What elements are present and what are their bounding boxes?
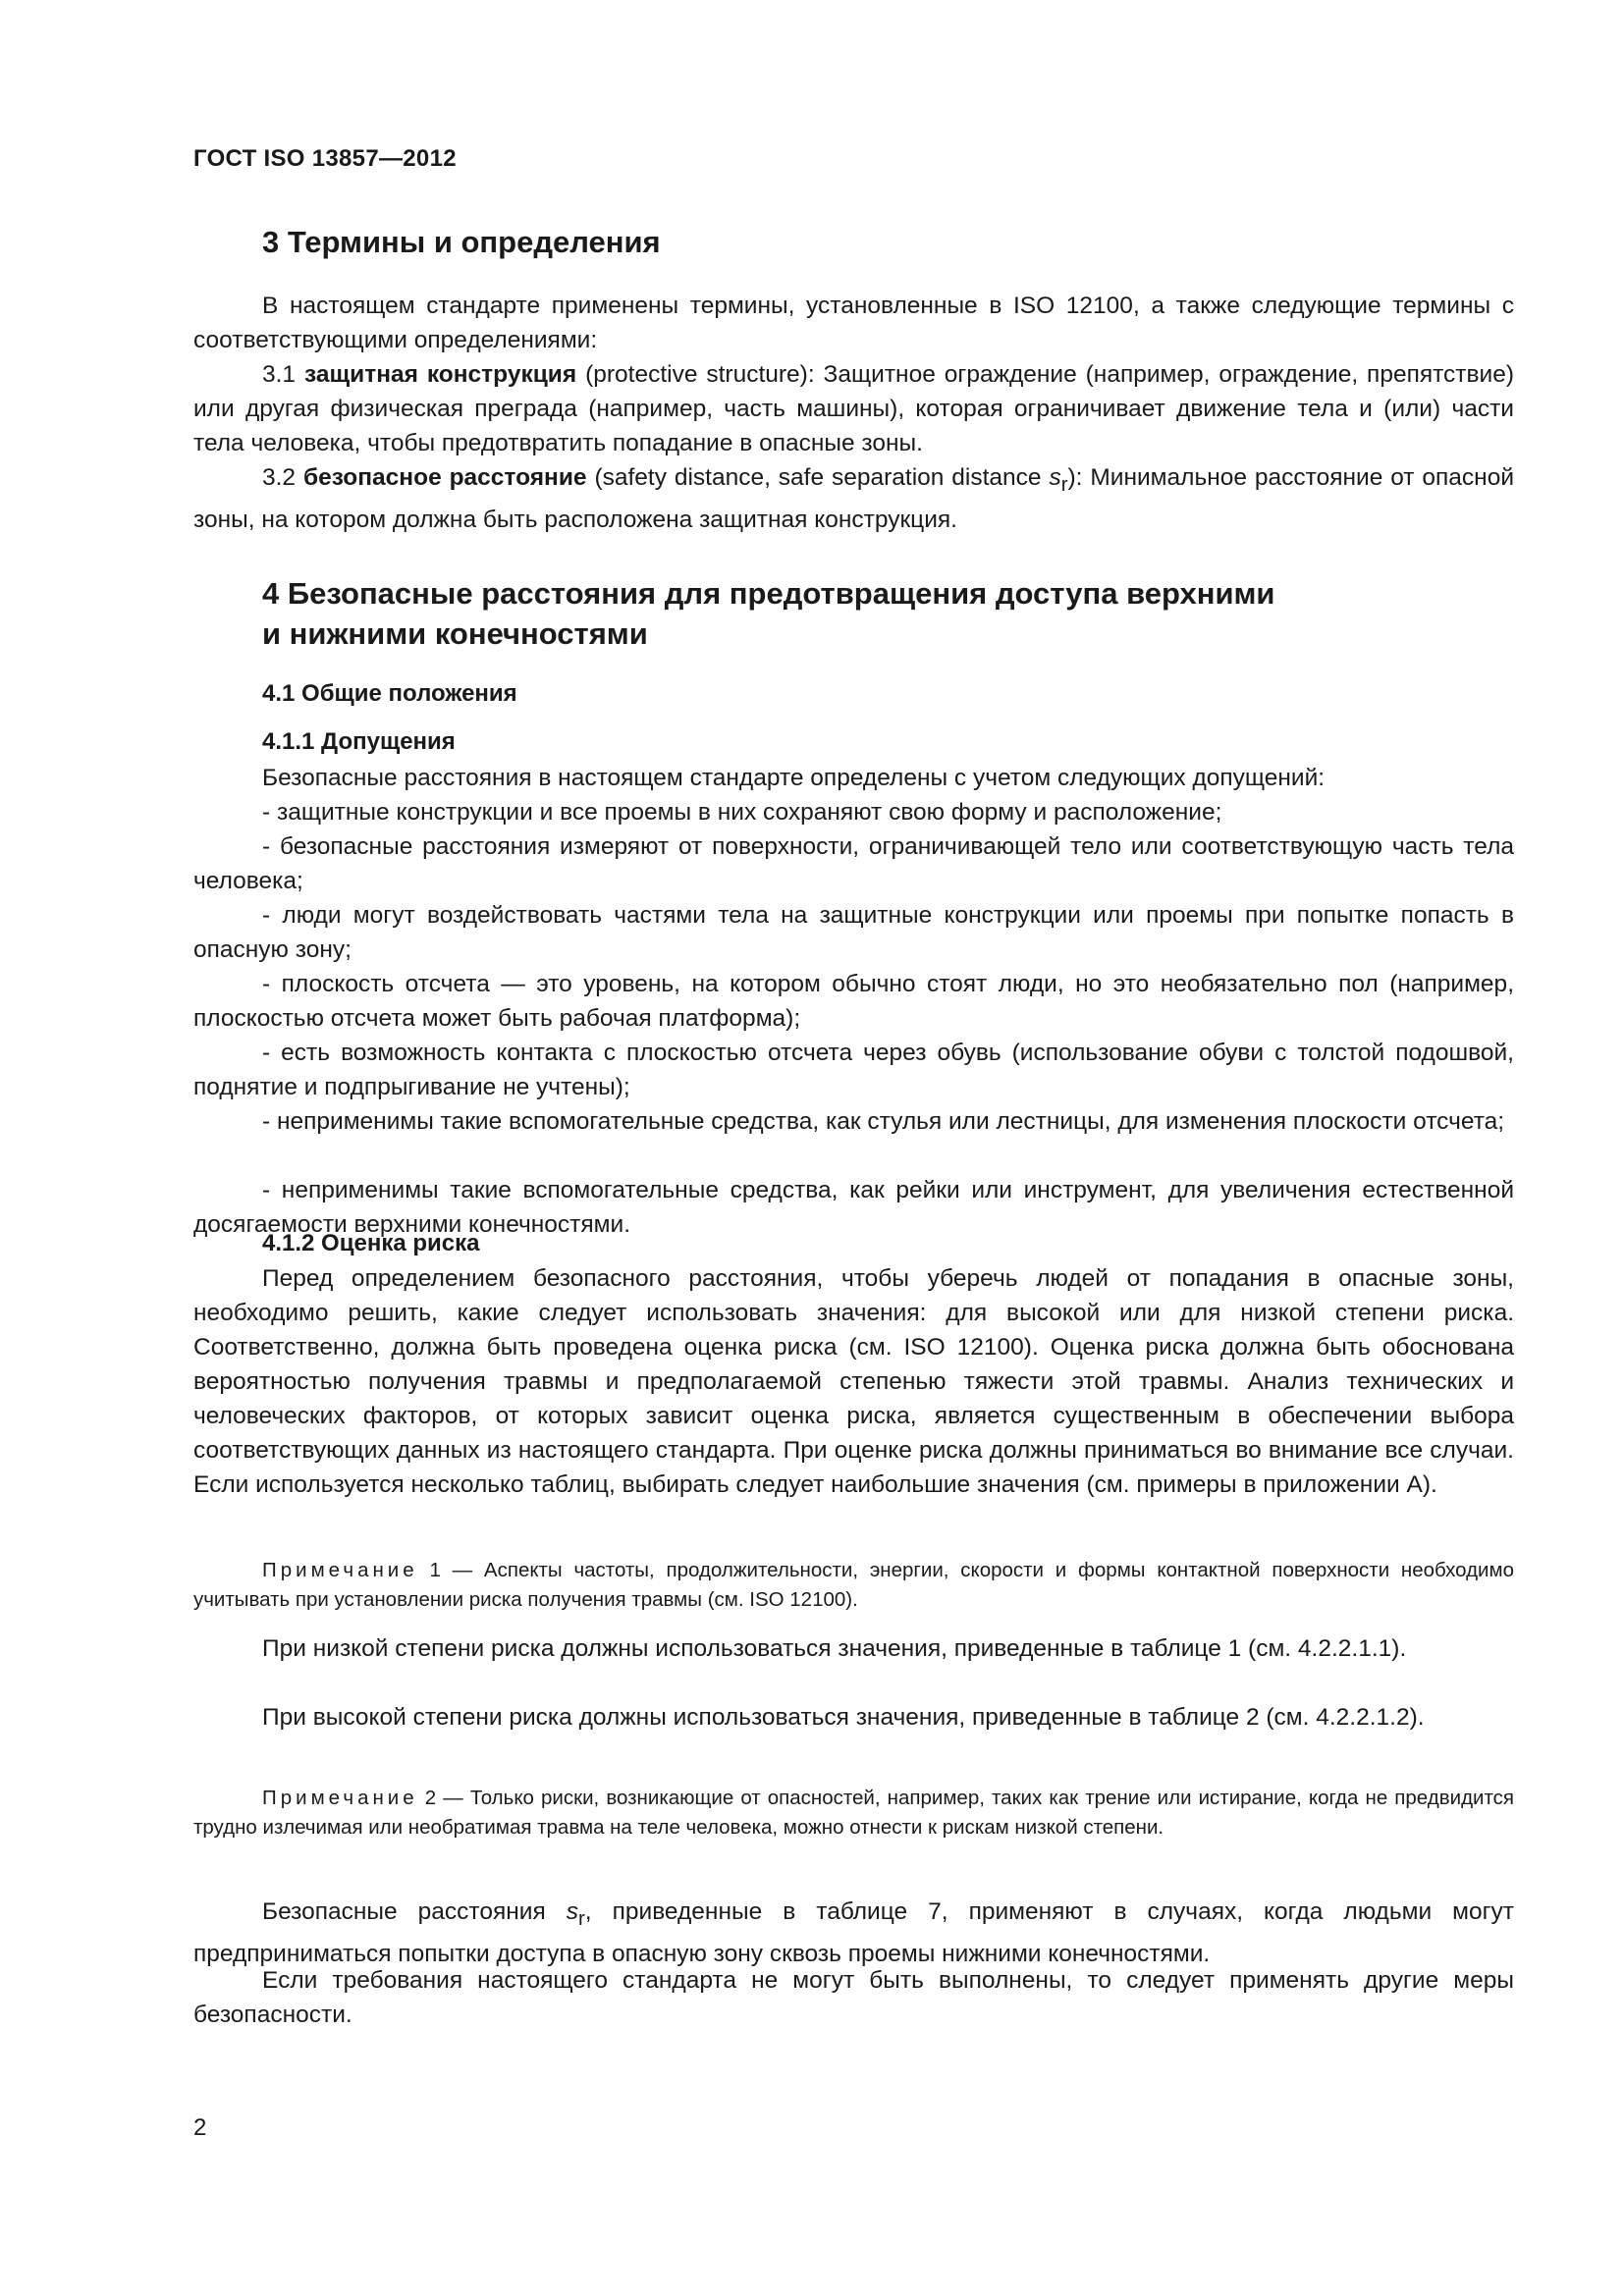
term-3-1 [193, 357, 1514, 460]
table-7-pre: Безопасные расстояния [262, 1898, 567, 1925]
low-risk-paragraph: При низкой степени риска должны использоваться значения, приведенные в таблице 1 (см. 4.2.2.1.1). [262, 1635, 1407, 1662]
subsection-4-1-1-title: 4.1.1 Допущения [262, 728, 456, 755]
note-1-text: 1 — Аспекты частоты, продолжительности, энергии, скорости и формы контактной поверхности необходимо учитывать при установлении риска получения травмы (см. ISO 12100). [193, 1559, 1514, 1611]
table-7-symbol: s [566, 1898, 578, 1925]
list-item: - безопасные расстояния измеряют от поверхности, ограничивающей тело или соответствующую часть тела человека; [193, 833, 1514, 894]
list-item: - неприменимы такие вспомогательные средства, как рейки или инструмент, для увеличения естественной досягаемости верхними конечностями. [193, 1177, 1514, 1238]
term-3-1-definition: (protective structure): Защитное ограждение (например, ограждение, препятствие) или другая физическая преграда (например, часть машины), которая ограничивает движение тела и (или) части тела человека, чтобы предотвратить попадание в опасные зоны. [193, 361, 1515, 456]
section-4-title-line-1: 4 Безопасные расстояния для предотвращения доступа верхними [262, 576, 1275, 611]
term-3-2-pre: (safety distance, safe separation distance [586, 464, 1050, 491]
list-item: - защитные конструкции и все проемы в них сохраняют свою форму и расположение; [262, 799, 1222, 826]
list-item: - есть возможность контакта с плоскостью отсчета через обувь (использование обуви с толстой подошвой, поднятие и подпрыгивание не учтены); [193, 1040, 1514, 1100]
term-3-1-term: защитная конструкция [304, 361, 577, 388]
note-1 [193, 1556, 1514, 1615]
subsection-4-1-2-title: 4.1.2 Оценка риска [262, 1230, 480, 1256]
high-risk-paragraph: При высокой степени риска должны использоваться значения, приведенные в таблице 2 (см. 4.2.2.1.2). [262, 1704, 1425, 1731]
table-7-subscript: r [578, 1907, 585, 1930]
document-header: ГОСТ ISO 13857—2012 [193, 145, 457, 172]
term-3-2-term: безопасное расстояние [302, 464, 587, 491]
assumptions-intro: Безопасные расстояния в настоящем стандарте определены с учетом следующих допущений: [262, 765, 1326, 791]
table-7-text: , приведенные в таблице 7, применяют в случаях, когда людьми могут предприниматься попытки доступа в опасную зону сквозь проемы нижними конечностями. [193, 1898, 1515, 1967]
term-3-2 [193, 460, 1514, 537]
section-4-title-line-2: и нижними конечностями [262, 616, 648, 651]
term-3-2-definition: ): Минимальное расстояние от опасной зоны, на котором должна быть расположена защитная конструкция. [193, 464, 1515, 533]
section-4-title [262, 573, 1514, 654]
risk-assessment-paragraph: Перед определением безопасного расстояния, чтобы уберечь людей от попадания в опасные зоны, необходимо решить, какие следует использовать значения: для высокой или для низкой степени риска. Соответственно, должна быть проведена оценка риска (см. ISO 12100). Оценка риска должна быть обоснована вероятностью получения травмы и предполагаемой степенью тяжести этой травмы. Анализ технических и человеческих факторов, от которых зависит оценка риска, является существенным в обеспечении выбора соответствующих данных из настоящего стандарта. При оценке риска должны приниматься во внимание все случаи. Если используется несколько таблиц, выбирать следует наибольшие значения (см. примеры в приложении А). [193, 1265, 1514, 1498]
final-paragraph: Если требования настоящего стандарта не могут быть выполнены, то следует применять другие меры безопасности. [193, 1967, 1514, 2028]
section-3-title: 3 Термины и определения [262, 225, 661, 259]
note-2 [193, 1784, 1514, 1842]
table-7-paragraph [193, 1895, 1514, 1971]
term-3-2-number: 3.2 [262, 464, 297, 491]
term-3-2-subscript: r [1060, 473, 1068, 496]
section-3-intro: В настоящем стандарте применены термины, установленные в ISO 12100, а также следующие термины с соответствующими определениями: [193, 293, 1514, 353]
term-3-1-number: 3.1 [262, 361, 297, 388]
subsection-4-1-title: 4.1 Общие положения [262, 680, 517, 707]
note-2-text: 2 — Только риски, возникающие от опасностей, например, таких как трение или истирание, когда не предвидится трудно излечимая или необратимая травма на теле человека, можно отнести к рискам низкой степени. [193, 1787, 1514, 1839]
term-3-2-symbol: s [1049, 464, 1061, 491]
list-item: - люди могут воздействовать частями тела на защитные конструкции или проемы при попытке попасть в опасную зону; [193, 902, 1514, 963]
note-2-label: Примечание [262, 1787, 418, 1809]
list-item: - неприменимы такие вспомогательные средства, как стулья или лестницы, для изменения плоскости отсчета; [262, 1108, 1505, 1135]
note-1-label: Примечание [262, 1559, 418, 1581]
page-number: 2 [193, 2114, 207, 2141]
list-item: - плоскость отсчета — это уровень, на котором обычно стоят люди, но это необязательно пол (например, плоскостью отсчета может быть рабочая платформа); [193, 971, 1514, 1032]
